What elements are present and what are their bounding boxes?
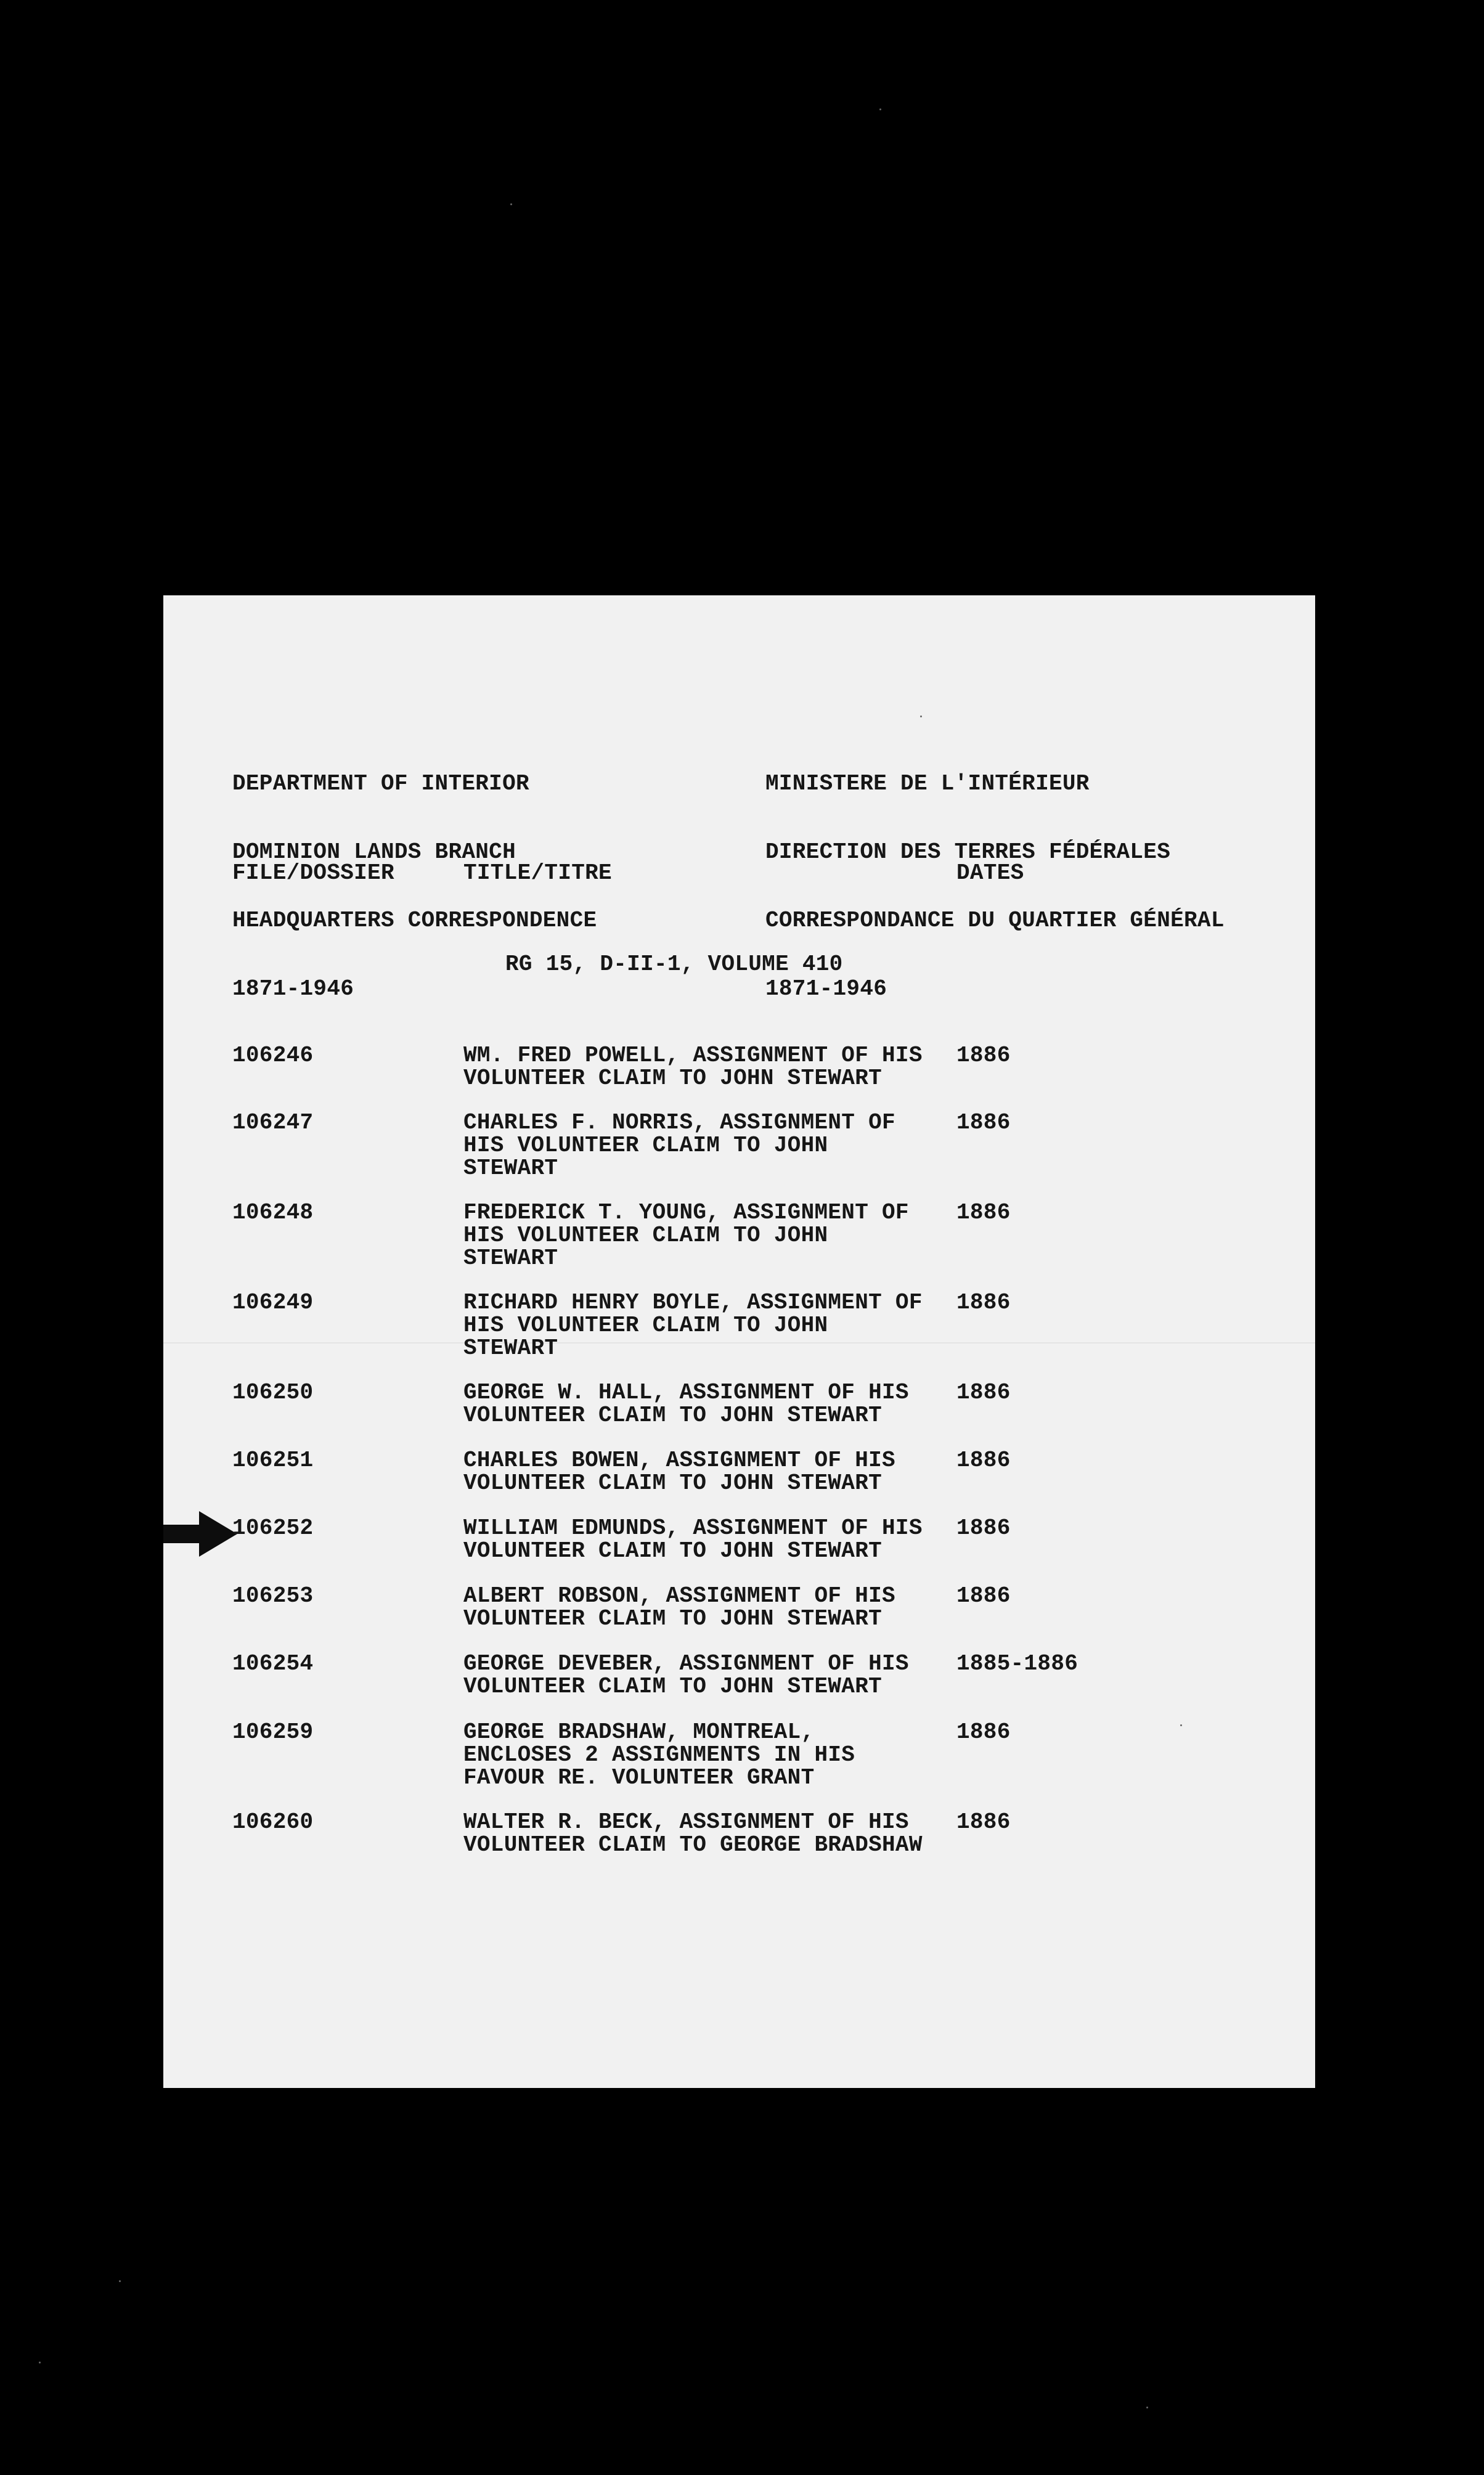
- file-dates: 1886: [956, 1583, 1011, 1609]
- file-title-line: WALTER R. BECK, ASSIGNMENT OF HIS: [463, 1809, 909, 1835]
- scan-speck: [510, 203, 512, 205]
- header-series: HEADQUARTERS CORRESPONDENCE: [232, 908, 597, 933]
- file-title-line: VOLUNTEER CLAIM TO JOHN STEWART: [463, 1470, 883, 1496]
- file-title: [463, 1721, 855, 1789]
- page-speck: [1180, 1724, 1182, 1726]
- file-dates: 1886: [956, 1110, 1011, 1135]
- file-title-line: HIS VOLUNTEER CLAIM TO JOHN: [463, 1223, 828, 1248]
- file-number: 106249: [232, 1290, 314, 1315]
- file-title-line: CHARLES F. NORRIS, ASSIGNMENT OF: [463, 1110, 895, 1135]
- file-title-line: STEWART: [463, 1156, 558, 1181]
- file-title-line: HIS VOLUNTEER CLAIM TO JOHN: [463, 1133, 828, 1158]
- file-title: [463, 1201, 909, 1270]
- file-title-line: VOLUNTEER CLAIM TO JOHN STEWART: [463, 1674, 883, 1699]
- file-dates: 1886: [956, 1200, 1011, 1225]
- file-title: [463, 1111, 895, 1180]
- column-header-dates: DATES: [956, 860, 1024, 886]
- header-date-range: 1871-1946: [232, 976, 354, 1001]
- header-english: [232, 727, 597, 1046]
- scan-speck: [1146, 2407, 1148, 2408]
- file-number: 106254: [232, 1651, 314, 1676]
- file-title-line: GEORGE DEVEBER, ASSIGNMENT OF HIS: [463, 1651, 909, 1676]
- header-french: [765, 727, 1225, 1046]
- file-number: 106248: [232, 1200, 314, 1225]
- file-dates: 1886: [956, 1290, 1011, 1315]
- file-title-line: STEWART: [463, 1246, 558, 1271]
- file-title: [463, 1044, 923, 1090]
- header-department: DEPARTMENT OF INTERIOR: [232, 771, 529, 796]
- file-title-line: VOLUNTEER CLAIM TO JOHN STEWART: [463, 1606, 883, 1631]
- file-dates: 1886: [956, 1380, 1011, 1405]
- file-number: 106260: [232, 1809, 314, 1835]
- file-title-line: ENCLOSES 2 ASSIGNMENTS IN HIS: [463, 1742, 855, 1768]
- file-dates: 1886: [956, 1448, 1011, 1473]
- file-title: [463, 1517, 923, 1562]
- header-branch: DOMINION LANDS BRANCH: [232, 839, 516, 865]
- file-title-line: WILLIAM EDMUNDS, ASSIGNMENT OF HIS: [463, 1515, 923, 1541]
- file-dates: 1885-1886: [956, 1651, 1078, 1676]
- file-title: [463, 1652, 909, 1698]
- file-title: [463, 1584, 895, 1630]
- file-dates: 1886: [956, 1809, 1011, 1835]
- file-title-line: STEWART: [463, 1335, 558, 1361]
- file-title-line: VOLUNTEER CLAIM TO JOHN STEWART: [463, 1066, 883, 1091]
- file-dates: 1886: [956, 1719, 1011, 1745]
- volume-reference: RG 15, D-II-1, VOLUME 410: [505, 952, 843, 977]
- file-title-line: CHARLES BOWEN, ASSIGNMENT OF HIS: [463, 1448, 895, 1473]
- file-title-line: FAVOUR RE. VOLUNTEER GRANT: [463, 1765, 815, 1790]
- file-number: 106250: [232, 1380, 314, 1405]
- file-number: 106253: [232, 1583, 314, 1609]
- file-title: [463, 1381, 909, 1427]
- file-title-line: WM. FRED POWELL, ASSIGNMENT OF HIS: [463, 1043, 923, 1068]
- file-title-line: ALBERT ROBSON, ASSIGNMENT OF HIS: [463, 1583, 895, 1609]
- column-header-file: FILE/DOSSIER: [232, 860, 394, 886]
- page-speck: [920, 716, 922, 717]
- file-dates: 1886: [956, 1043, 1011, 1068]
- header-direction: DIRECTION DES TERRES FÉDÉRALES: [765, 839, 1171, 865]
- scan-speck: [119, 2280, 121, 2282]
- arrow-pointer-icon: [163, 1511, 237, 1557]
- file-title-line: HIS VOLUNTEER CLAIM TO JOHN: [463, 1313, 828, 1338]
- file-title-line: GEORGE W. HALL, ASSIGNMENT OF HIS: [463, 1380, 909, 1405]
- file-title-line: GEORGE BRADSHAW, MONTREAL,: [463, 1719, 815, 1745]
- file-number: 106246: [232, 1043, 314, 1068]
- file-title: [463, 1449, 895, 1494]
- file-title-line: VOLUNTEER CLAIM TO GEORGE BRADSHAW: [463, 1832, 923, 1857]
- file-title: [463, 1291, 923, 1360]
- file-dates: 1886: [956, 1515, 1011, 1541]
- column-header-title: TITLE/TITRE: [463, 860, 612, 886]
- file-number: 106251: [232, 1448, 314, 1473]
- scan-speck: [879, 108, 881, 110]
- file-number: 106252: [232, 1515, 314, 1541]
- file-title-line: VOLUNTEER CLAIM TO JOHN STEWART: [463, 1403, 883, 1428]
- document-page: [163, 595, 1315, 2088]
- file-number: 106247: [232, 1110, 314, 1135]
- header-correspondance: CORRESPONDANCE DU QUARTIER GÉNÉRAL: [765, 908, 1225, 933]
- header-date-range-fr: 1871-1946: [765, 976, 887, 1001]
- file-title-line: RICHARD HENRY BOYLE, ASSIGNMENT OF: [463, 1290, 923, 1315]
- file-title-line: FREDERICK T. YOUNG, ASSIGNMENT OF: [463, 1200, 909, 1225]
- header-ministere: MINISTERE DE L'INTÉRIEUR: [765, 771, 1090, 796]
- file-title: [463, 1811, 923, 1856]
- scan-speck: [39, 2362, 41, 2363]
- file-title-line: VOLUNTEER CLAIM TO JOHN STEWART: [463, 1538, 883, 1564]
- file-number: 106259: [232, 1719, 314, 1745]
